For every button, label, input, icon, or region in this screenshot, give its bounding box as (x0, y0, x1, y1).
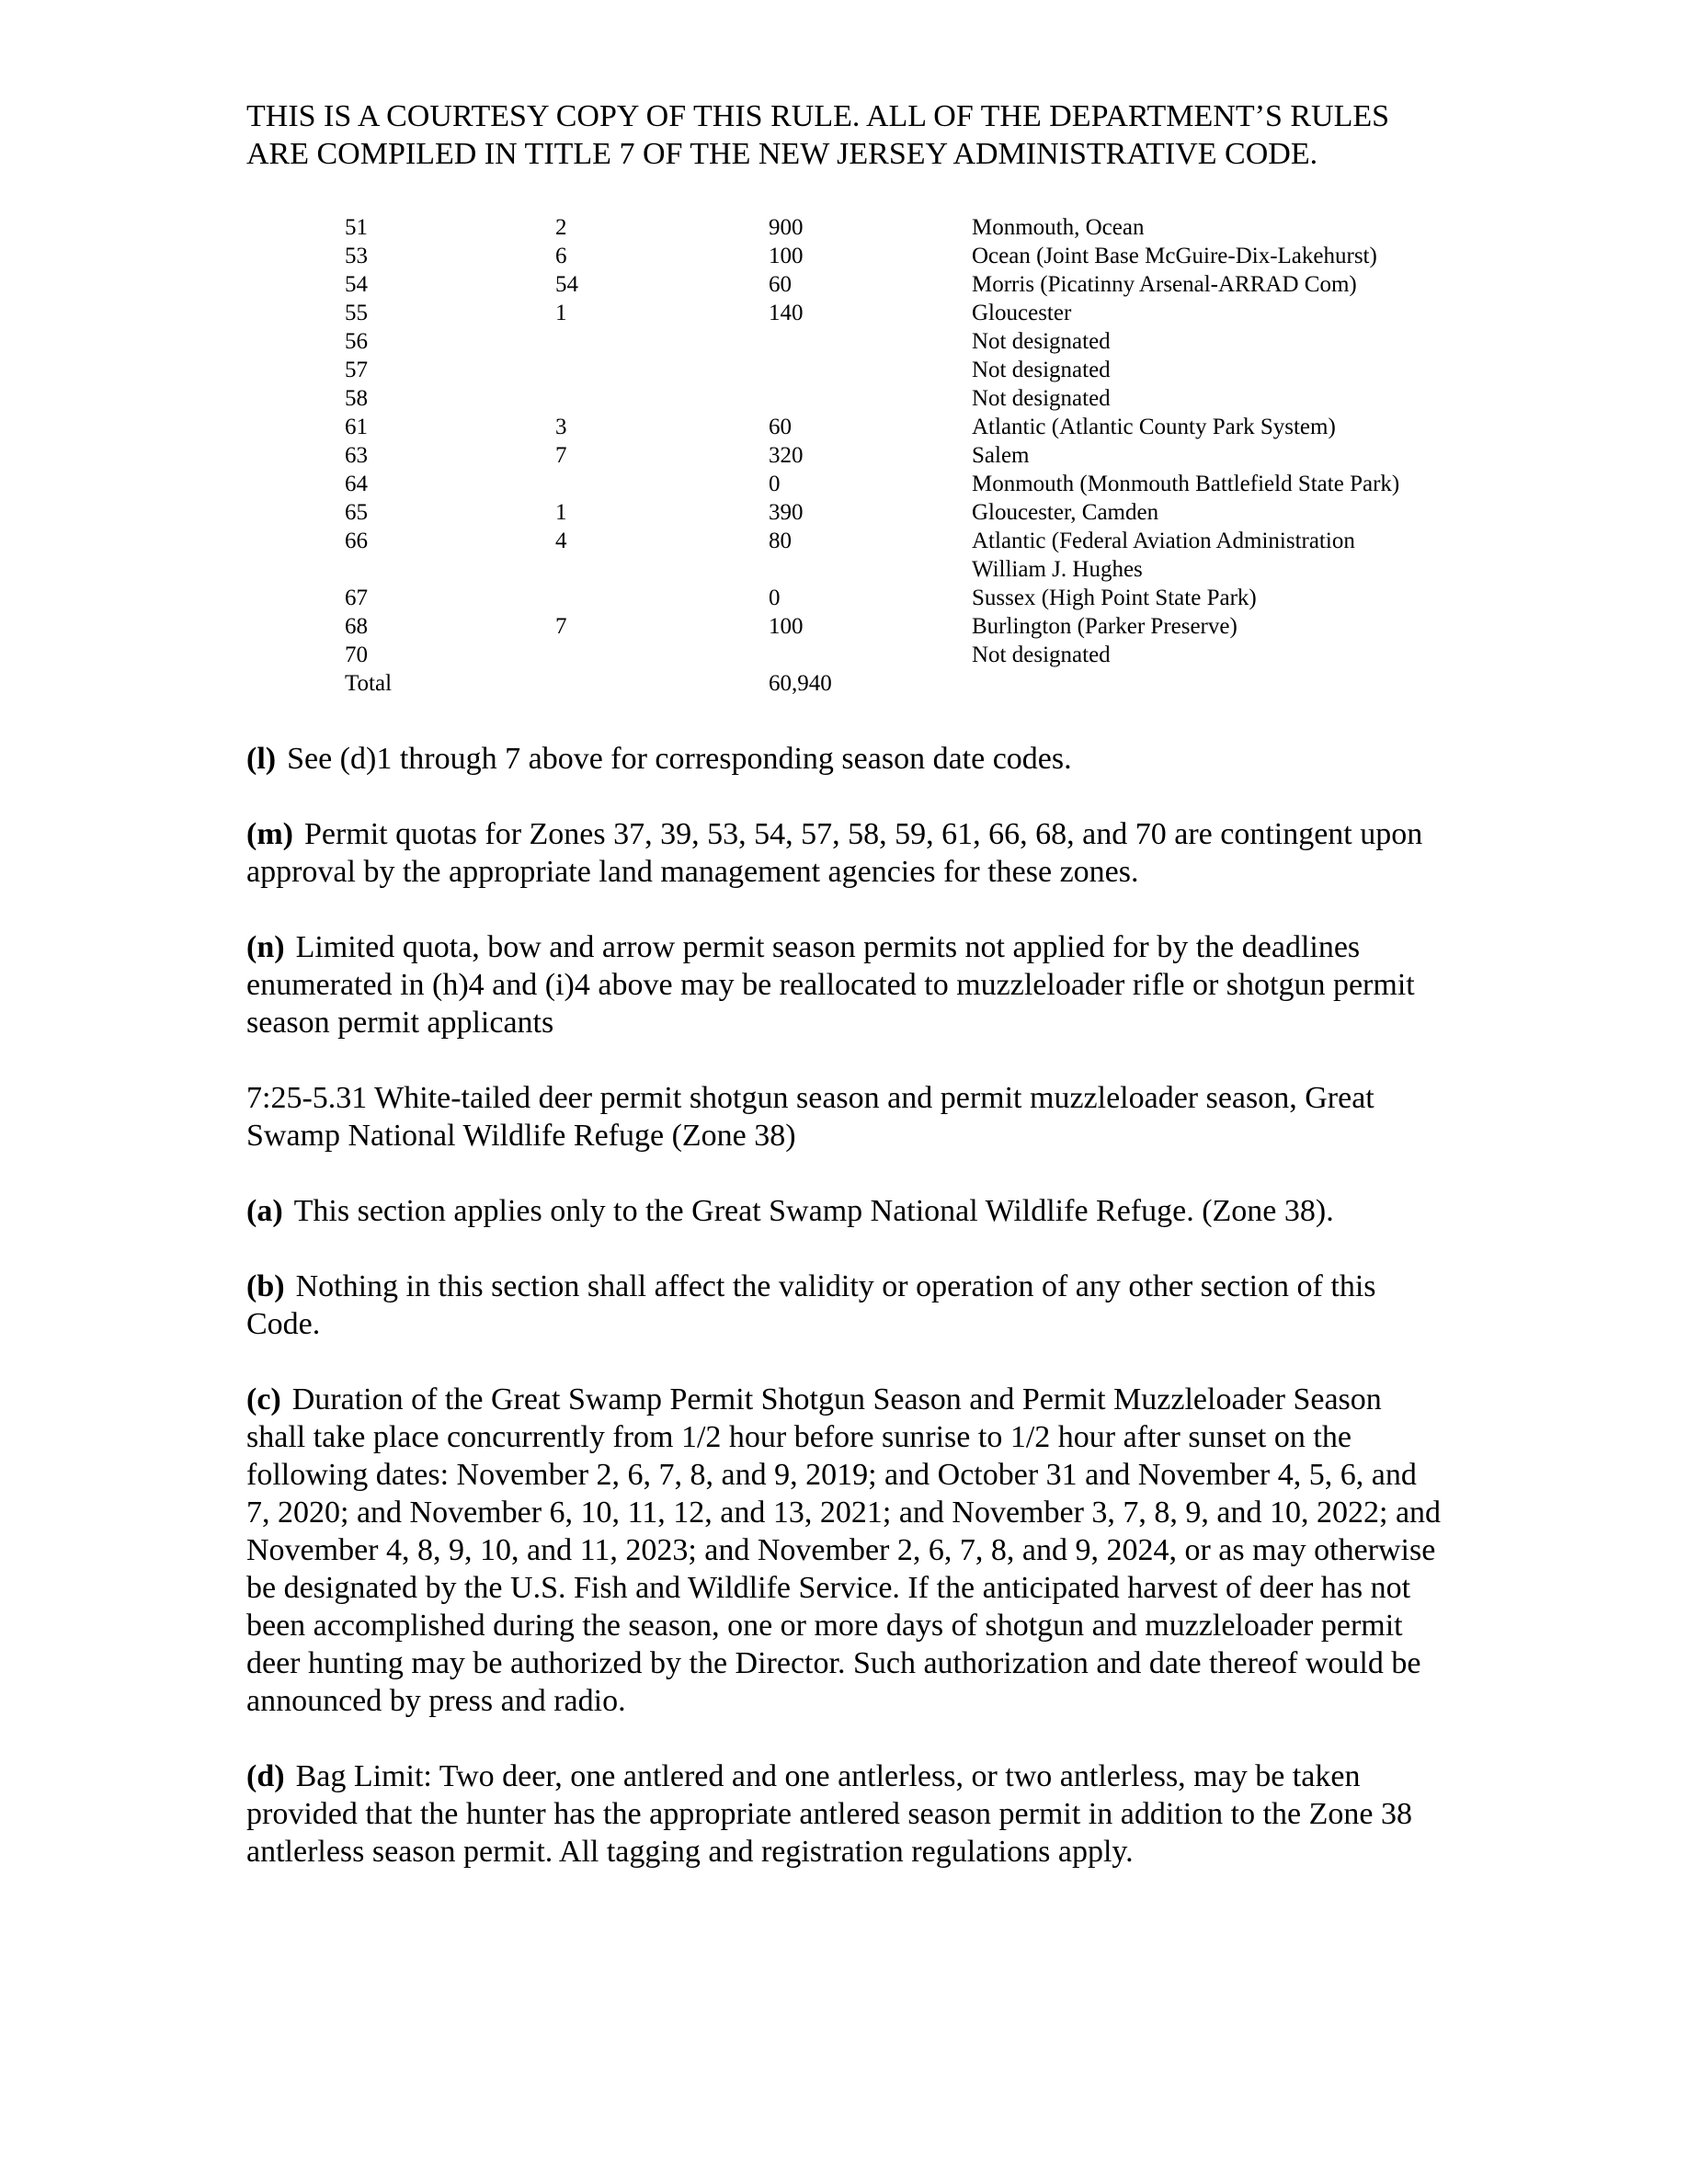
quota-cell: 80 (769, 529, 792, 553)
zone-cell: 70 (345, 643, 368, 667)
paragraph-b-label: (b) (246, 1269, 285, 1303)
paragraph-n-label: (n) (246, 930, 285, 964)
county-cell: Morris (Picatinny Arsenal-ARRAD Com) (972, 272, 1357, 297)
county-cell: Atlantic (Federal Aviation Administration William J. Hughes (972, 529, 1355, 582)
paragraph-m-label: (m) (246, 817, 293, 851)
county-cell: Burlington (Parker Preserve) (972, 614, 1237, 639)
table-row (345, 441, 1431, 470)
paragraph-a-label: (a) (246, 1194, 283, 1228)
season-code-cell (555, 470, 769, 498)
county-cell: Monmouth, Ocean (972, 215, 1145, 240)
season-code-cell: 7 (555, 443, 567, 468)
quota-cell: 100 (769, 614, 804, 639)
quota-cell: 60 (769, 272, 792, 297)
county-cell: Not designated (972, 386, 1111, 411)
courtesy-header: THIS IS A COURTESY COPY OF THIS RULE. ALL OF THE DEPARTMENT’S RULES ARE COMPILED IN TITLE 7 OF THE NEW JERSEY ADMINISTRATIVE CODE. (246, 99, 1390, 171)
table-row (345, 669, 1431, 698)
season-code-cell (555, 669, 769, 698)
table-row (345, 384, 1431, 413)
season-code-cell: 54 (555, 272, 578, 297)
zone-cell: 61 (345, 415, 368, 439)
county-cell: Monmouth (Monmouth Battlefield State Park) (972, 472, 1400, 496)
quota-cell: 60 (769, 415, 792, 439)
paragraph-a (246, 1192, 1442, 1230)
paragraph-c (246, 1381, 1442, 1720)
season-code-cell: 6 (555, 244, 567, 268)
county-cell: Ocean (Joint Base McGuire-Dix-Lakehurst) (972, 244, 1377, 268)
quota-cell (769, 641, 972, 669)
table-row (345, 356, 1431, 384)
season-code-cell: 4 (555, 529, 567, 553)
paragraph-c-label: (c) (246, 1382, 281, 1416)
season-code-cell: 3 (555, 415, 567, 439)
county-cell: Not designated (972, 643, 1111, 667)
table-row (345, 213, 1431, 242)
zone-cell: 67 (345, 586, 368, 610)
paragraph-b-text: Nothing in this section shall affect the validity or operation of any other section of this Code. (246, 1269, 1376, 1341)
season-code-cell: 1 (555, 500, 567, 525)
paragraph-c-text: Duration of the Great Swamp Permit Shotgun Season and Permit Muzzleloader Season shall take place concurrently from 1/2 hour before sunrise to 1/2 hour after sunset on the following dates: November 2, 6, 7, 8, and 9, 2019; and October 31 and November 4, 5, 6, and 7, 2020; and November 6, 10, 11, 12, and 13, 2021; and November 3, 7, 8, 9, and 10, 2022; and November 4, 8, 9, 10, and 11, 2023; and November 2, 6, 7, 8, and 9, 2024, or as may otherwise be designated by the U.S. Fish and Wildlife Service. If the anticipated harvest of deer has not been accomplished during the season, one or more days of shotgun and muzzleloader permit deer hunting may be authorized by the Director. Such authorization and date thereof would be announced by press and radio. (246, 1382, 1442, 1718)
season-code-cell (555, 584, 769, 612)
zone-cell: 63 (345, 443, 368, 468)
season-code-cell (555, 327, 769, 356)
paragraph-m (246, 815, 1442, 891)
county-cell (972, 669, 1431, 698)
page-content (246, 97, 1442, 1908)
quota-cell: 0 (769, 472, 781, 496)
table-row (345, 584, 1431, 612)
zone-cell: 57 (345, 358, 368, 382)
paragraph-d-text: Bag Limit: Two deer, one antlered and one antlerless, or two antlerless, may be taken provided that the hunter has the appropriate antlered season permit in addition to the Zone 38 antlerless season permit. All tagging and registration regulations apply. (246, 1759, 1413, 1869)
zone-table-body (345, 213, 1431, 698)
zone-cell: Total (345, 671, 393, 696)
season-code-cell (555, 356, 769, 384)
zone-cell: 68 (345, 614, 368, 639)
zone-cell: 54 (345, 272, 368, 297)
season-code-cell: 7 (555, 614, 567, 639)
season-code-cell: 1 (555, 301, 567, 325)
zone-cell: 51 (345, 215, 368, 240)
paragraph-l (246, 740, 1442, 778)
paragraph-l-label: (l) (246, 742, 277, 776)
season-code-cell (555, 384, 769, 413)
paragraph-d (246, 1757, 1442, 1871)
zone-cell: 64 (345, 472, 368, 496)
quota-cell: 140 (769, 301, 804, 325)
season-code-cell: 2 (555, 215, 567, 240)
paragraph-a-text: This section applies only to the Great Swamp National Wildlife Refuge. (Zone 38). (293, 1194, 1334, 1228)
table-row (345, 470, 1431, 498)
paragraph-m-text: Permit quotas for Zones 37, 39, 53, 54, 57, 58, 59, 61, 66, 68, and 70 are contingent upon approval by the appropriate land management agencies for these zones. (246, 817, 1423, 889)
table-row (345, 612, 1431, 641)
table-row (345, 299, 1431, 327)
county-cell: Sussex (High Point State Park) (972, 586, 1257, 610)
table-row (345, 413, 1431, 441)
table-row (345, 242, 1431, 270)
section-heading: 7:25-5.31 White-tailed deer permit shotgun season and permit muzzleloader season, Great Swamp National Wildlife Refuge (Zone 38) (246, 1081, 1374, 1153)
zone-cell: 55 (345, 301, 368, 325)
zone-cell: 65 (345, 500, 368, 525)
table-row (345, 527, 1431, 584)
quota-cell (769, 356, 972, 384)
county-cell: Gloucester, Camden (972, 500, 1159, 525)
county-cell: Salem (972, 443, 1030, 468)
paragraph-l-text: See (d)1 through 7 above for corresponding season date codes. (287, 742, 1072, 776)
paragraph-b (246, 1268, 1442, 1343)
table-row (345, 641, 1431, 669)
quota-cell (769, 327, 972, 356)
table-row (345, 327, 1431, 356)
table-row (345, 270, 1431, 299)
county-cell: Gloucester (972, 301, 1072, 325)
county-cell: Not designated (972, 358, 1111, 382)
zone-cell: 56 (345, 329, 368, 354)
season-code-cell (555, 641, 769, 669)
quota-cell (769, 384, 972, 413)
quota-cell: 60,940 (769, 671, 832, 696)
zone-cell: 66 (345, 529, 368, 553)
quota-cell: 390 (769, 500, 804, 525)
paragraph-n (246, 928, 1442, 1041)
zone-cell: 53 (345, 244, 368, 268)
county-cell: Atlantic (Atlantic County Park System) (972, 415, 1336, 439)
quota-cell: 100 (769, 244, 804, 268)
quota-cell: 320 (769, 443, 804, 468)
paragraph-d-label: (d) (246, 1759, 285, 1793)
paragraph-n-text: Limited quota, bow and arrow permit season permits not applied for by the deadlines enumerated in (h)4 and (i)4 above may be reallocated to muzzleloader rifle or shotgun permit season permit applicants (246, 930, 1415, 1040)
table-row (345, 498, 1431, 527)
quota-cell: 0 (769, 586, 781, 610)
zone-cell: 58 (345, 386, 368, 411)
county-cell: Not designated (972, 329, 1111, 354)
zone-quota-table (345, 213, 1431, 698)
quota-cell: 900 (769, 215, 804, 240)
